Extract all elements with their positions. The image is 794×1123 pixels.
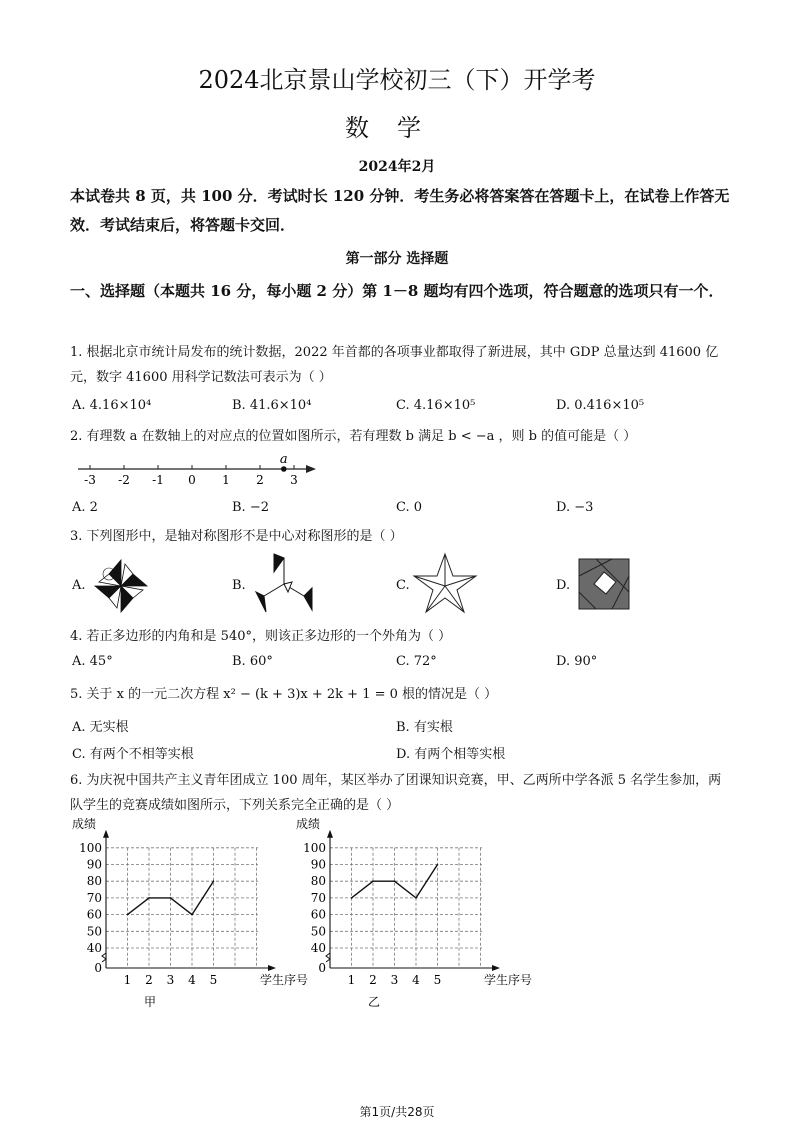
q5-option-d: D. 有两个相等实根	[396, 747, 506, 762]
q1-option-a: A. 4.16×10⁴	[72, 398, 152, 413]
q2-option-d: D. −3	[556, 500, 594, 515]
data-point	[351, 897, 353, 899]
y-tick-label: 60	[310, 907, 326, 922]
y-tick-label: 100	[303, 840, 326, 855]
question-6-stem: 6. 为庆祝中国共产主义青年团成立 100 周年，某区举办了团课知识竞赛，甲、乙两所中学各派 5 名学生参加，两队学生的竞赛成绩如图所示，下列关系完全正确的是（ ）	[70, 773, 722, 813]
data-point	[394, 880, 396, 882]
q2-option-b: B. −2	[232, 500, 269, 515]
x-tick-label: 4	[412, 973, 420, 987]
number-line-tick-label: 3	[290, 473, 298, 487]
x-tick-label: 2	[145, 973, 153, 987]
y-axis-label: 成绩	[72, 816, 97, 831]
exam-notice: 本试卷共 8 页，共 100 分．考试时长 120 分钟．考生务必将答案答在答题卡上，在试卷上作答无效．考试结束后，将答题卡交回．	[70, 187, 730, 234]
x-tick-label: 5	[433, 973, 442, 987]
data-point	[213, 880, 215, 882]
x-tick-label: 5	[209, 973, 218, 987]
q3-label-c: C.	[396, 578, 410, 593]
y-tick-label: 50	[86, 924, 102, 939]
page-title: 2024北京景山学校初三（下）开学考	[198, 66, 596, 94]
star-figure	[412, 552, 478, 614]
q4-option-d: D. 90°	[556, 654, 598, 669]
q4-option-b: B. 60°	[232, 654, 273, 669]
question-3-stem: 3. 下列图形中，是轴对称图形不是中心对称图形的是（ ）	[70, 529, 403, 544]
page-footer: 第1页/共28页	[359, 1105, 435, 1119]
q5-option-b: B. 有实根	[396, 720, 453, 735]
number-line-point-label: a	[279, 452, 288, 467]
exam-date: 2024年2月	[358, 159, 436, 175]
y-tick-label: 90	[86, 857, 102, 872]
x-tick-label: 4	[188, 973, 196, 987]
y-tick-label: 0	[318, 961, 326, 975]
data-point	[127, 914, 129, 916]
section-heading: 一、选择题（本题共 16 分，每小题 2 分）第 1－8 题均有四个选项，符合题意的选项只有一个．	[70, 282, 724, 300]
y-tick-label: 70	[310, 890, 326, 905]
data-point	[415, 897, 417, 899]
data-point	[170, 897, 172, 899]
y-tick-label: 40	[86, 941, 102, 955]
number-line-tick-label: 1	[222, 473, 230, 487]
q3-label-d: D.	[556, 578, 571, 593]
number-line-tick-label: -3	[84, 473, 96, 487]
y-axis-arrow	[103, 830, 109, 838]
data-point	[437, 864, 439, 866]
q1-option-b: B. 41.6×10⁴	[232, 398, 312, 413]
question-1-stem: 1. 根据北京市统计局发布的统计数据，2022 年首都的各项事业都取得了新进展，其中 GDP 总量达到 41600 亿元，数字 41600 用科学记数法可表示为（ ）	[70, 345, 719, 385]
x-axis-arrow	[268, 965, 276, 971]
chart-title: 甲	[143, 995, 157, 1009]
subject-title: 数学	[345, 114, 449, 142]
number-line	[76, 452, 326, 492]
number-line-tick-label: 2	[256, 473, 264, 487]
pinwheel-figure	[90, 556, 152, 616]
y-axis-label: 成绩	[296, 816, 321, 831]
data-point	[191, 914, 193, 916]
x-tick-label: 2	[369, 973, 377, 987]
y-tick-label: 70	[86, 890, 102, 905]
q5-option-a: A. 无实根	[72, 720, 129, 735]
y-tick-label: 100	[79, 840, 102, 855]
y-tick-label: 90	[310, 857, 326, 872]
y-tick-label: 0	[94, 961, 102, 975]
data-point	[148, 897, 150, 899]
q4-option-c: C. 72°	[396, 654, 437, 669]
q2-option-c: C. 0	[396, 500, 423, 515]
number-line-tick-label: -2	[118, 473, 130, 487]
y-tick-label: 60	[86, 907, 102, 922]
data-point	[372, 880, 374, 882]
q2-option-a: A. 2	[72, 500, 98, 515]
axis-break	[102, 953, 106, 962]
y-tick-label: 80	[310, 874, 326, 889]
y-tick-label: 80	[86, 874, 102, 889]
q3-label-b: B.	[232, 578, 246, 593]
square-figure	[578, 558, 630, 610]
x-axis-arrow	[492, 965, 500, 971]
x-tick-label: 3	[390, 973, 399, 987]
q5-option-c: C. 有两个不相等实根	[72, 747, 194, 762]
question-2-stem: 2. 有理数 a 在数轴上的对应点的位置如图所示，若有理数 b 满足 b < −a ，则 b 的值可能是（ ）	[70, 429, 637, 444]
question-4-stem: 4. 若正多边形的内角和是 540°，则该正多边形的一个外角为（ ）	[70, 629, 452, 644]
number-line-tick-label: 0	[188, 473, 196, 487]
x-axis-label: 学生序号	[484, 973, 533, 987]
question-5-stem: 5. 关于 x 的一元二次方程 x² − (k + 3)x + 2k + 1 = 0 根的情况是（ ）	[70, 687, 498, 702]
axis-break	[326, 953, 330, 962]
number-line-point-a	[281, 466, 287, 472]
y-axis-arrow	[327, 830, 333, 838]
q4-option-a: A. 45°	[72, 654, 113, 669]
x-tick-label: 3	[166, 973, 175, 987]
triangle-flags-figure	[252, 552, 316, 616]
line-chart-yi	[290, 816, 533, 1013]
x-tick-label: 1	[347, 973, 356, 987]
line-chart-jia	[66, 816, 309, 1013]
number-line-tick-label: -1	[152, 473, 164, 487]
q1-option-d: D. 0.416×10⁵	[556, 398, 645, 413]
y-tick-label: 40	[310, 941, 326, 955]
chart-title: 乙	[367, 995, 381, 1009]
part-heading: 第一部分 选择题	[345, 251, 449, 267]
y-tick-label: 50	[310, 924, 326, 939]
x-axis-label: 学生序号	[260, 973, 309, 987]
q1-option-c: C. 4.16×10⁵	[396, 398, 476, 413]
q3-label-a: A.	[72, 578, 86, 593]
x-tick-label: 1	[123, 973, 132, 987]
